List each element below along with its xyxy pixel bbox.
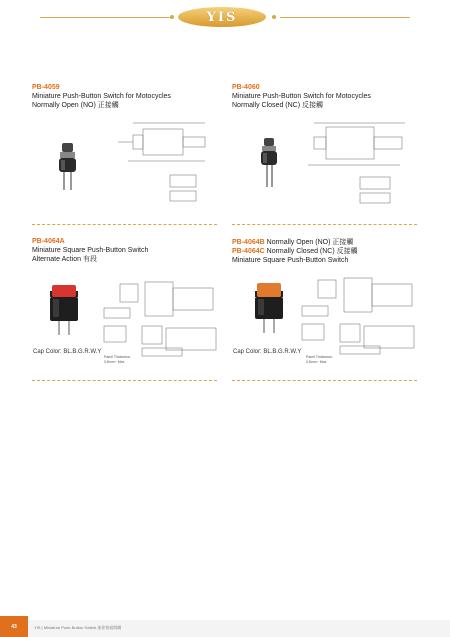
product-code: PB-4060 (232, 84, 260, 91)
header-dot-right (272, 15, 276, 19)
page-footer (0, 606, 450, 637)
header-rule-left (40, 17, 170, 18)
cap-color-note: Cap Color: BL.B.G.R.W.Y (33, 349, 102, 355)
section-divider-bottom-left (32, 380, 217, 381)
panel-thickness-value: 0.8mm~ Max (306, 359, 327, 364)
product-variant-nc (232, 247, 422, 256)
product-description-line1: Miniature Push-Button Switch for Motocycles (232, 93, 371, 100)
product-pb4064a-heading (32, 238, 222, 264)
cap-color-note: Cap Color: BL.B.G.R.W.Y (233, 349, 302, 355)
panel-thickness-note (306, 355, 333, 364)
product-description-line2: Normally Open (NO) 正接觸 (32, 102, 119, 109)
panel-thickness-label: Panel Thickness: (306, 355, 333, 359)
brand-logo (178, 7, 266, 27)
product-pb4064bc-heading (232, 238, 422, 265)
product-pb4059-heading (32, 84, 222, 110)
product-pb4060-heading (232, 84, 422, 110)
product-variant-nc-text: Normally Closed (NC) 反接觸 (264, 248, 358, 255)
technical-drawing-pb4059 (108, 115, 218, 215)
header-dot-left (170, 15, 174, 19)
section-divider-left (32, 224, 217, 225)
product-photo-pb4059 (48, 140, 88, 195)
product-photo-pb4064a (45, 285, 85, 340)
product-code: PB-4064C (232, 248, 265, 255)
footer-caption: YIS | Miniature Push-Button Switch 迷你按鈕開關 (34, 625, 122, 630)
product-photo-pb4064bc (250, 283, 290, 338)
section-divider-bottom-right (232, 380, 417, 381)
panel-thickness-value: 0.8mm~ Max (104, 359, 125, 364)
brand-logo-text: YIS (206, 9, 238, 25)
product-description: Miniature Square Push-Button Switch (232, 257, 349, 264)
panel-thickness-label: Panel Thickness: (104, 355, 131, 359)
panel-thickness-note (104, 355, 131, 364)
product-description-line1: Miniature Push-Button Switch for Motocycles (32, 93, 171, 100)
header-rule-right (280, 17, 410, 18)
product-description-line2: Alternate Action 有段 (32, 256, 97, 263)
product-description-line1: Miniature Square Push-Button Switch (32, 247, 149, 254)
product-variant-no (232, 238, 422, 247)
technical-drawing-pb4060 (300, 115, 415, 210)
product-code: PB-4059 (32, 84, 60, 91)
header-logo-bar (0, 6, 450, 28)
product-photo-pb4060 (256, 135, 286, 195)
section-divider-right (232, 224, 417, 225)
product-code: PB-4064B (232, 239, 265, 246)
product-description-line2: Normally Closed (NC) 反接觸 (232, 102, 324, 109)
product-variant-no-text: Normally Open (NO) 正接觸 (264, 239, 354, 246)
technical-drawing-pb4064bc (298, 272, 420, 368)
product-code: PB-4064A (32, 238, 65, 245)
page-number: 43 (0, 616, 28, 637)
